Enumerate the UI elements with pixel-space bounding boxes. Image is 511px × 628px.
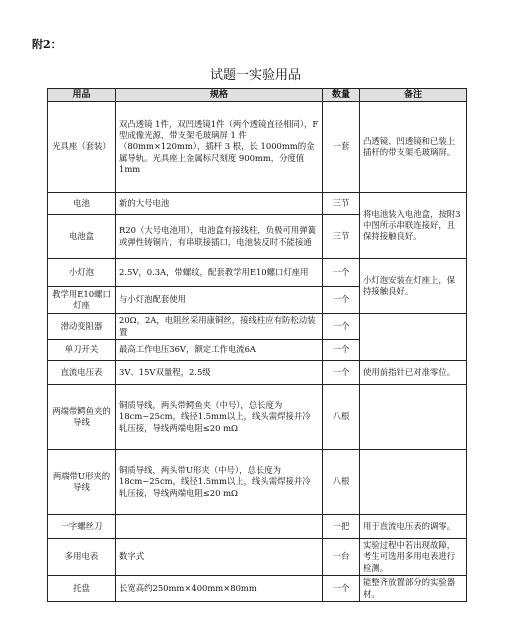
- item-name: 直流电压表: [48, 361, 116, 385]
- item-note: [360, 385, 467, 450]
- item-name: 两端带鳄鱼夹的导线: [48, 385, 116, 450]
- page-title: 试题一实验用品: [209, 68, 301, 83]
- item-name: 光具座（套装）: [48, 102, 116, 193]
- item-note: 凸透镜、凹透镜和已装上插杆的带支架毛玻璃屏。: [360, 102, 467, 193]
- item-qty: 一个: [323, 259, 360, 287]
- table-row: [48, 102, 467, 193]
- item-spec: [116, 515, 323, 539]
- item-qty: 一个: [323, 361, 360, 385]
- equipment-table: [47, 88, 467, 602]
- item-qty: 一套: [323, 102, 360, 193]
- item-spec: 新的大号电池: [116, 193, 323, 215]
- item-note: 实验过程中若出现故障，考生可选用多用电表进行检测。: [360, 539, 467, 576]
- item-note: [360, 450, 467, 515]
- table-row: [48, 314, 467, 340]
- item-qty: 三节: [323, 193, 360, 215]
- item-name: 小灯泡: [48, 259, 116, 287]
- item-spec: 20Ω，2A，电阻丝采用康铜丝，接线柱应有防松动装置: [116, 314, 323, 340]
- item-note: 小灯泡安装在灯座上，保持接触良好。: [360, 259, 467, 314]
- item-qty: 一个: [323, 314, 360, 340]
- item-qty: 三节: [323, 215, 360, 259]
- item-name: 多用电表: [48, 539, 116, 576]
- item-note: 将电池装入电池盒，按附3中图所示串联连接好，且保持接触良好。: [360, 193, 467, 259]
- header-qty: 数量: [323, 89, 360, 102]
- item-qty: 八根: [323, 450, 360, 515]
- table-row: [48, 539, 467, 576]
- table-row: [48, 515, 467, 539]
- item-qty: 八根: [323, 385, 360, 450]
- item-name: 一字螺丝刀: [48, 515, 116, 539]
- table-row: [48, 259, 467, 287]
- item-qty: 一个: [323, 340, 360, 361]
- table-row: [48, 576, 467, 602]
- table-header-row: [48, 89, 467, 102]
- item-spec: 长宽高约250mm×400mm×80mm: [116, 576, 323, 602]
- item-name: 两端带U形夹的导线: [48, 450, 116, 515]
- item-qty: 一个: [323, 576, 360, 602]
- item-note: 能整齐放置部分的实验器材。: [360, 576, 467, 602]
- header-item: 用品: [48, 89, 116, 102]
- item-spec: 3V、15V双量程，2.5级: [116, 361, 323, 385]
- table-row: [48, 385, 467, 450]
- item-note: 使用前指针已对准零位。: [360, 361, 467, 385]
- item-name: 电池盒: [48, 215, 116, 259]
- item-name: 托盘: [48, 576, 116, 602]
- item-qty: 一台: [323, 539, 360, 576]
- item-spec: 铜质导线，两头带鳄鱼夹（中号），总长度为18cm~25cm，线径1.5mm以上，线头需焊接并冷轧压接，导线两端电阻≤20 mΩ: [116, 385, 323, 450]
- item-spec: 数字式: [116, 539, 323, 576]
- header-note: 备注: [360, 89, 467, 102]
- item-name: 滑动变阻器: [48, 314, 116, 340]
- item-name: 单刀开关: [48, 340, 116, 361]
- table-row: [48, 193, 467, 215]
- item-qty: 一个: [323, 287, 360, 314]
- item-spec: 最高工作电压36V，额定工作电流6A: [116, 340, 323, 361]
- item-name: 电池: [48, 193, 116, 215]
- appendix-label: 附2：: [32, 38, 62, 51]
- item-spec: 与小灯泡配套使用: [116, 287, 323, 314]
- item-spec: R20（大号电池用），电池盒有接线柱，负极可用弹簧或弹性铸铜片，有串联接插口，电池装反时不能接通: [116, 215, 323, 259]
- item-qty: 一把: [323, 515, 360, 539]
- item-spec: 双凸透镜 1件，双凹透镜1件（两个透镜直径相同），F型成像光源，带支架毛玻璃屏 1 件（80mm×120mm），插杆 3 根，长 1000mm的金属导轨。光具座上金属标尺刻度 900mm，分度值1mm: [116, 102, 323, 193]
- table-row: [48, 450, 467, 515]
- table-row: [48, 361, 467, 385]
- item-spec: 铜质导线，两头带U形夹（中号），总长度为18cm~25cm，线径1.5mm以上，线头需焊接并冷轧压接，导线两端电阻≤20 mΩ: [116, 450, 323, 515]
- item-note: [360, 314, 467, 361]
- item-spec: 2.5V，0.3A，带螺纹，配套教学用E10螺口灯座用: [116, 259, 323, 287]
- item-note: 用于直流电压表的调零。: [360, 515, 467, 539]
- item-name: 教学用E10螺口灯座: [48, 287, 116, 314]
- header-spec: 规格: [116, 89, 323, 102]
